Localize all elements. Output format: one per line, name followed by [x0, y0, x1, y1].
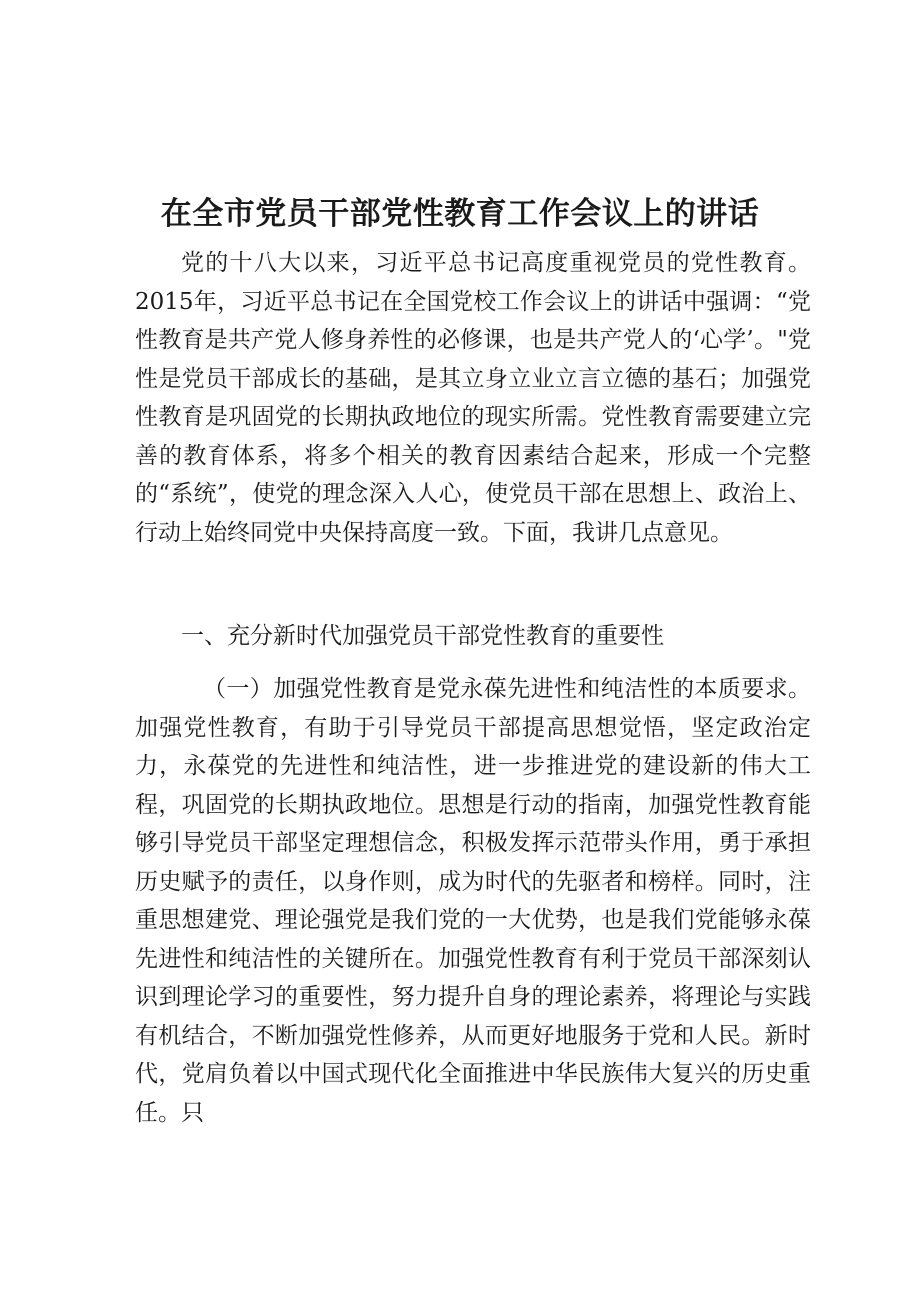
section-one-heading: 一、充分新时代加强党员干部党性教育的重要性: [181, 623, 664, 649]
section-one-paragraph-one: （一）加强党性教育是党永葆先进性和纯洁性的本质要求。加强党性教育，有助于引导党员干部提高思想觉悟，坚定政治定力，永葆党的先进性和纯洁性，进一步推进党的建设新的伟大工程，巩固党的长期执政地位。思想是行动的指南，加强党性教育能够引导党员干部坚定理想信念，积极发挥示范带头作用，勇于承担历史赋予的责任，以身作则，成为时代的先驱者和榜样。同时，注重思想建党、理论强党是我们党的一大优势，也是我们党能够永葆先进性和纯洁性的关键所在。加强党性教育有利于党员干部深刻认识到理论学习的重要性，努力提升自身的理论素养，将理论与实践有机结合，不断加强党性修养，从而更好地服务于党和人民。新时代，党肩负着以中国式现代化全面推进中华民族伟大复兴的历史重任。只: [135, 676, 811, 1126]
intro-paragraph: 党的十八大以来，习近平总书记高度重视党员的党性教育。2015年，习近平总书记在全国党校工作会议上的讲话中强调：“党性教育是共产党人修身养性的必修课，也是共产党人的‘心学’。"党性是党员干部成长的基础，是其立身立业立言立德的基石；加强党性教育是巩固党的长期执政地位的现实所需。党性教育需要建立完善的教育体系，将多个相关的教育因素结合起来，形成一个完整的“系统”，使党的理念深入人心，使党员干部在思想上、政治上、行动上始终同党中央保持高度一致。下面，我讲几点意见。: [135, 250, 811, 546]
document-title: 在全市党员干部党性教育工作会议上的讲话: [160, 196, 760, 232]
